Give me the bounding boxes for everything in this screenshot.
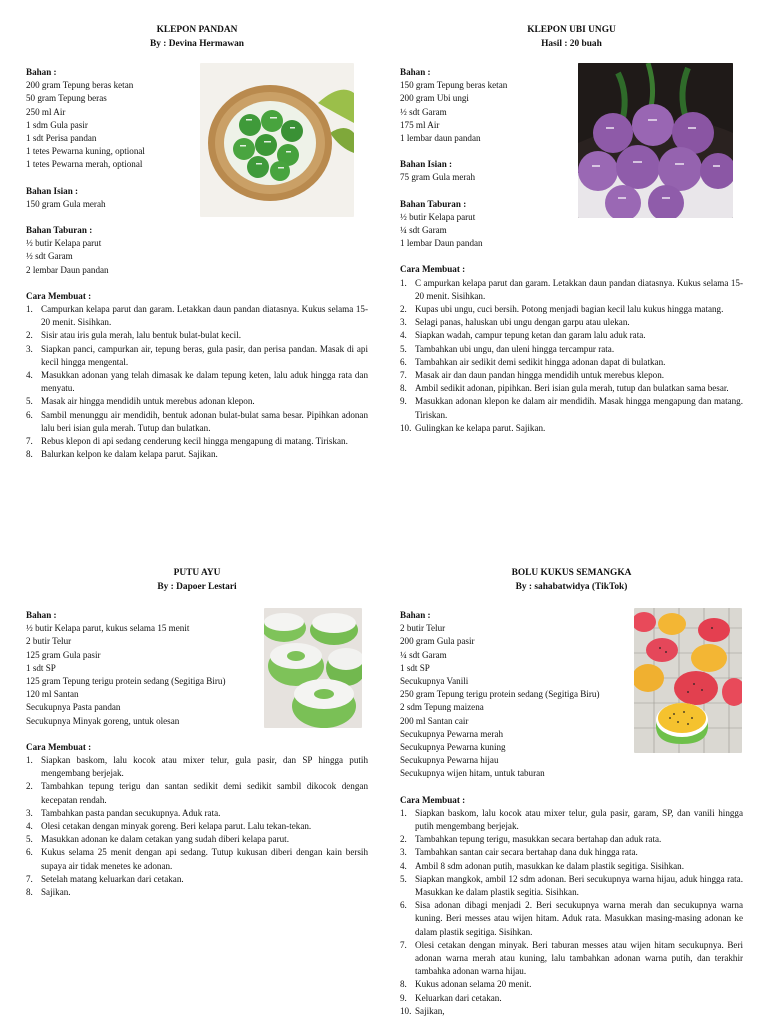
steps-heading: Cara Membuat : <box>400 264 466 275</box>
ingredient: Secukupnya Pewarna kuning <box>400 742 506 753</box>
ingredient: ½ butir Kelapa parut <box>400 211 476 222</box>
ingredient: 1 lembar Daun pandan <box>400 238 483 249</box>
ingredient: Secukupnya Pasta pandan <box>26 702 121 713</box>
step-item: 1. Siapkan baskom, lalu kocok atau mixer telur, gula pasir, garam, SP, dan vanili hingga putih mengembang berjejak. <box>400 807 743 832</box>
ingredient: 200 ml Santan cair <box>400 715 469 726</box>
section-heading: Bahan Taburan : <box>400 198 467 209</box>
ingredient: 250 ml Air <box>26 106 66 117</box>
ingredient: ½ butir Kelapa parut <box>26 238 102 249</box>
steps-list <box>400 807 743 1018</box>
recipe-title: KLEPON PANDAN <box>156 25 238 35</box>
ingredient: 2 butir Telur <box>26 636 72 647</box>
step-item: 2. Tambahkan tepung terigu, masukkan secara bertahap dan aduk rata. <box>400 834 662 845</box>
ingredient: Secukupnya Pewarna merah <box>400 728 504 739</box>
ingredient: 175 ml Air <box>400 119 440 130</box>
putu-ayu-cakes-photo <box>264 608 362 728</box>
section-heading: Bahan : <box>26 67 57 77</box>
step-item: 7. Masak air dan daun pandan hingga mendidih untuk merebus klepon. <box>400 370 665 381</box>
step-item: 5. Masak air hingga mendidih untuk merebus adonan klepon. <box>26 396 255 407</box>
steps-heading: Cara Membuat : <box>26 741 92 752</box>
ingredient: 150 gram Tepung beras ketan <box>400 80 508 91</box>
recipe-byline: By : sahabatwidya (TikTok) <box>515 581 628 592</box>
steps-list <box>400 277 743 435</box>
step-item: 6. Sambil menunggu air mendidih, bentuk adonan bulat-bulat sama besar. Pipihkan adonan lalu beri isian gula merah. Tutup dan bulatkan. <box>26 409 368 433</box>
steps-list <box>26 303 368 461</box>
ingredient: 200 gram Gula pasir <box>400 636 475 647</box>
ingredient: Secukupnya Minyak goreng, untuk olesan <box>26 715 180 726</box>
section-heading: Bahan Isian : <box>400 159 453 170</box>
ingredient: 1 sdt SP <box>26 662 56 673</box>
ingredient: 2 sdm Tepung maizena <box>400 702 484 713</box>
green-rice-balls-photo <box>200 63 354 217</box>
step-item: 6. Sisa adonan dibagi menjadi 2. Beri secukupnya warna merah dan secukupnya warna kuning. Beri messes atau wijen hitam. Aduk rata. Masukkan masing-masing adonan ke dalam plastik segitiga. Sisihkan. <box>400 900 743 937</box>
recipe-byline: Hasil : 20 buah <box>541 38 602 49</box>
ingredient: 1 tetes Pewarna kuning, optional <box>26 146 145 157</box>
step-item: 10. Sajikan, <box>400 1005 445 1016</box>
ingredient: Secukupnya Pewarna hijau <box>400 755 499 766</box>
ingredient: 1 lembar daun pandan <box>400 133 481 144</box>
ingredient: ¼ sdt Garam <box>400 225 447 236</box>
step-item: 6. Kukus selama 25 menit dengan api sedang. Tutup kukusan diberi dengan kain bersih supaya air tidak menetes ke adonan. <box>26 847 368 871</box>
step-item: 2. Tambahkan tepung terigu dan santan sedikit demi sedikit sambil dikocok dengan kecepatan rendah. <box>26 781 368 805</box>
step-item: 3. Tambahkan santan cair secara bertahap dana duk hingga rata. <box>400 847 638 858</box>
watermelon-steamed-cakes-photo <box>634 608 742 753</box>
step-item: 9. Keluarkan dari cetakan. <box>400 992 502 1003</box>
ingredient: ½ sdt Garam <box>26 251 73 262</box>
ingredient: 2 lembar Daun pandan <box>26 264 109 275</box>
steps-heading: Cara Membuat : <box>400 794 466 805</box>
recipe-klepon-pandan <box>26 24 368 461</box>
ingredient: ¼ sdt Garam <box>400 649 447 660</box>
ingredient: 150 gram Gula merah <box>26 198 106 209</box>
step-item: 7. Olesi cetakan dengan minyak. Beri taburan messes atau wijen hitam secukupnya. Beri adonan warna merah atau kuning, lalu tambahkan adonan warna putih, dan terakhir tambahka adonan warna hijau. <box>400 939 743 977</box>
ingredient: 125 gram Gula pasir <box>26 649 101 660</box>
step-item: 10. Gulingkan ke kelapa parut. Sajikan. <box>400 422 546 433</box>
step-item: 7. Setelah matang keluarkan dari cetakan. <box>26 873 184 884</box>
step-item: 4. Siapkan wadah, campur tepung ketan dan garam lalu aduk rata. <box>400 330 646 341</box>
section-heading: Bahan Isian : <box>26 185 79 196</box>
step-item: 8. Sajikan. <box>26 887 71 898</box>
step-item: 3. Tambahkan pasta pandan secukupnya. Aduk rata. <box>26 807 221 818</box>
step-item: 5. Tambahkan ubi ungu, dan uleni hingga tercampur rata. <box>400 343 615 354</box>
step-item: 4. Olesi cetakan dengan minyak goreng. Beri kelapa parut. Lalu tekan-tekan. <box>26 821 312 832</box>
step-item: 3. Siapkan panci, campurkan air, tepung beras, gula pasir, dan perisa pandan. Masak di api kecil hingga mengental. <box>26 343 368 367</box>
step-item: 9. Masukkan adonan klepon ke dalam air mendidih. Masak hingga mengapung dan matang. Tiriskan. <box>400 396 743 420</box>
section-heading: Bahan : <box>26 610 57 620</box>
step-item: 4. Masukkan adonan yang telah dimasak ke dalam tepung keten, lalu aduk hingga rata dan menyatu. <box>26 370 368 394</box>
step-item: 1. Siapkan baskom, lalu kocok atau mixer telur, gula pasir, dan SP hingga putih mengembang berjejak. <box>26 755 368 779</box>
ingredient: ½ sdt Garam <box>400 106 447 117</box>
step-item: 5. Masukkan adonan ke dalam cetakan yang sudah diberi kelapa parut. <box>26 834 289 845</box>
step-item: 7. Rebus klepon di api sedang cenderung kecil hingga mengapung di matang. Tiriskan. <box>26 436 348 447</box>
ingredient: 1 sdt SP <box>400 662 430 673</box>
step-item: 8. Balurkan kelpon ke dalam kelapa parut. Sajikan. <box>26 449 218 460</box>
section-heading: Bahan Taburan : <box>26 225 93 236</box>
recipe-title: BOLU KUKUS SEMANGKA <box>511 568 632 578</box>
ingredient: Secukupnya wijen hitam, untuk taburan <box>400 768 545 779</box>
recipe-klepon-ubi-ungu <box>400 24 743 435</box>
ingredient: 2 butir Telur <box>400 623 446 634</box>
steps-list <box>26 754 368 899</box>
ingredient: 120 ml Santan <box>26 689 79 700</box>
ingredient: 1 sdm Gula pasir <box>26 119 88 130</box>
step-item: 2. Kupas ubi ungu, cuci bersih. Potong menjadi bagian kecil lalu kukus hingga matang. <box>400 304 724 315</box>
recipe-title: KLEPON UBI UNGU <box>527 25 616 35</box>
purple-rice-balls-photo <box>578 63 733 218</box>
steps-heading: Cara Membuat : <box>26 290 92 301</box>
ingredient: 250 gram Tepung terigu protein sedang (Segitiga Biru) <box>400 689 600 700</box>
ingredient: 125 gram Tepung terigu protein sedang (Segitiga Biru) <box>26 676 226 687</box>
recipe-byline: By : Dapoer Lestari <box>157 581 237 592</box>
recipe-byline: By : Devina Hermawan <box>149 38 244 49</box>
recipe-title: PUTU AYU <box>173 568 221 578</box>
section-heading: Bahan : <box>400 610 431 620</box>
ingredient: 1 tetes Pewarna merah, optional <box>26 159 143 170</box>
step-item: 1. C ampurkan kelapa parut dan garam. Letakkan daun pandan diatasnya. Kukus selama 15-20 menit. Sisihkan. <box>400 277 743 301</box>
ingredient: 50 gram Tepung beras <box>26 93 107 104</box>
step-item: 5. Siapkan mangkok, ambil 12 sdm adonan. Beri secukupnya warna hijau, aduk hingga rata. Masukkan ke dalam plastik segitia. Sisihkan. <box>400 873 743 898</box>
ingredient: Secukupnya Vanili <box>400 676 469 687</box>
recipe-putu-ayu <box>26 567 368 899</box>
ingredient: ½ butir Kelapa parut, kukus selama 15 menit <box>26 623 190 634</box>
ingredient: 75 gram Gula merah <box>400 172 475 183</box>
step-item: 3. Selagi panas, haluskan ubi ungu dengan garpu atau ulekan. <box>400 317 630 328</box>
recipe-bolu-kukus-semangka <box>400 567 743 1018</box>
step-item: 1. Campurkan kelapa parut dan garam. Letakkan daun pandan diatasnya. Kukus selama 15-20 menit. Sisihkan. <box>26 304 368 328</box>
section-heading: Bahan : <box>400 67 431 77</box>
step-item: 6. Tambahkan air sedikit demi sedikit hingga adonan dapat di bulatkan. <box>400 356 666 367</box>
ingredient: 200 gram Tepung beras ketan <box>26 80 134 91</box>
ingredient: 1 sdt Perisa pandan <box>26 133 97 144</box>
step-item: 8. Ambil sedikit adonan, pipihkan. Beri isian gula merah, tutup dan bulatkan sama besar. <box>400 383 729 394</box>
step-item: 4. Ambil 8 sdm adonan putih, masukkan ke dalam plastik segitiga. Sisihkan. <box>400 860 684 871</box>
step-item: 2. Sisir atau iris gula merah, lalu bentuk bulat-bulat kecil. <box>26 330 242 341</box>
step-item: 8. Kukus adonan selama 20 menit. <box>400 979 532 990</box>
ingredient: 200 gram Ubi ungi <box>400 93 469 104</box>
